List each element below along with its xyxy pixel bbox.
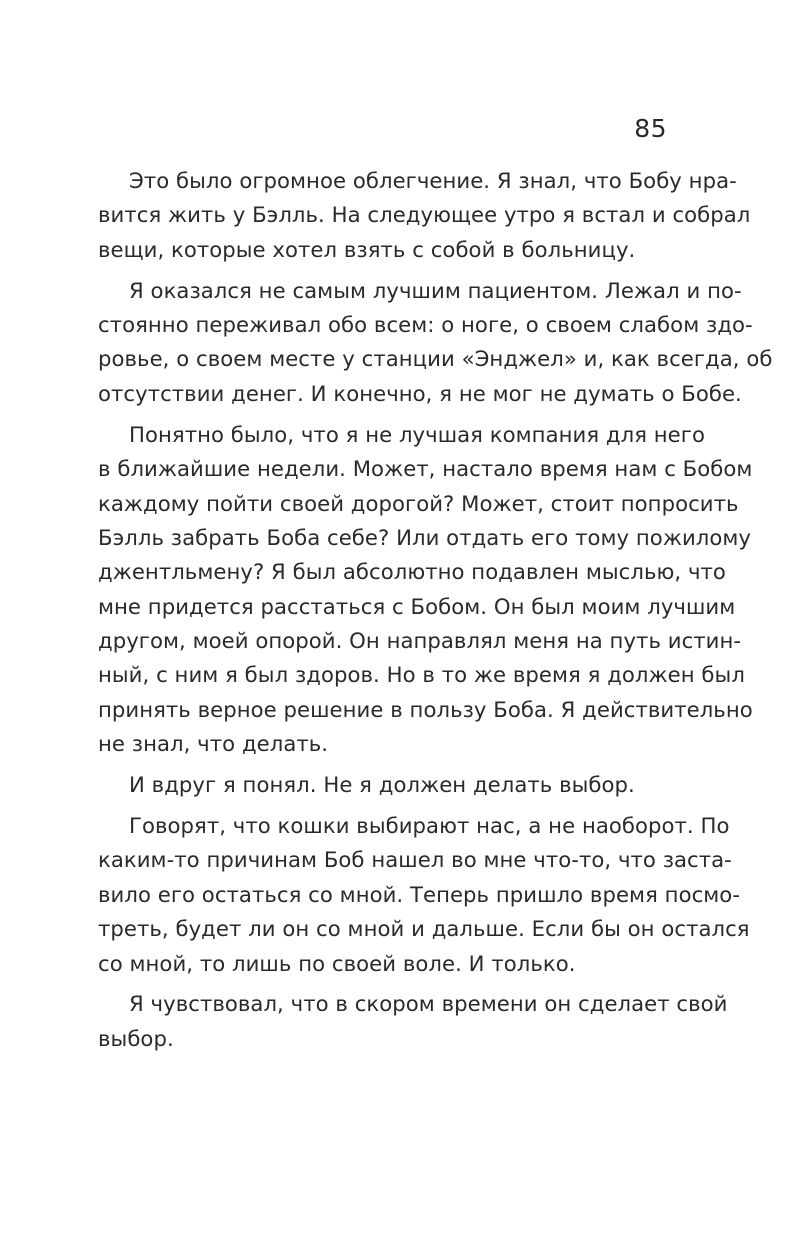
text-line: вило его остаться со мной. Теперь пришло время посмо- bbox=[98, 881, 741, 907]
text-line: вится жить у Бэлль. На следующее утро я встал и собрал bbox=[98, 202, 751, 228]
text-line: со мной, то лишь по своей воле. И только. bbox=[98, 950, 576, 976]
text-line: ровье, о своем месте у станции «Энджел» и, как всегда, об bbox=[98, 346, 773, 372]
text-line: Я чувствовал, что в скором времени он сделает свой bbox=[129, 991, 728, 1017]
text-line: мне придется расстаться с Бобом. Он был моим лучшим bbox=[98, 593, 736, 619]
paragraph-4 bbox=[98, 768, 670, 802]
paragraph-5 bbox=[98, 809, 750, 981]
text-line: стоянно переживал обо всем: о ноге, о своем слабом здо- bbox=[98, 312, 753, 338]
page-number: 85 bbox=[634, 114, 667, 143]
text-line: вещи, которые хотел взять с собой в больницу. bbox=[98, 236, 636, 262]
text-line: каждому пойти своей дорогой? Может, стоит попросить bbox=[98, 490, 739, 516]
text-line: не знал, что делать. bbox=[98, 731, 329, 757]
paragraph-3 bbox=[98, 418, 753, 762]
text-line: Понятно было, что я не лучшая компания для него bbox=[129, 421, 705, 447]
text-line: треть, будет ли он со мной и дальше. Если бы он остался bbox=[98, 916, 750, 942]
text-line: отсутствии денег. И конечно, я не мог не думать о Бобе. bbox=[98, 380, 742, 406]
paragraph-2 bbox=[98, 274, 773, 412]
text-line: Говорят, что кошки выбирают нас, а не наоборот. По bbox=[129, 813, 730, 839]
text-line: И вдруг я понял. Не я должен делать выбор. bbox=[129, 772, 635, 798]
text-line: выбор. bbox=[98, 1025, 174, 1051]
text-line: ный, с ним я был здоров. Но в то же время я должен был bbox=[98, 662, 745, 688]
body-text bbox=[98, 164, 773, 1063]
text-line: Я оказался не самым лучшим пациентом. Лежал и по- bbox=[129, 277, 742, 303]
text-line: Это было огромное облегчение. Я знал, что Бобу нра- bbox=[129, 168, 737, 193]
text-line: в ближайшие недели. Может, настало время нам с Бобом bbox=[98, 456, 753, 482]
text-line: принять верное решение в пользу Боба. Я действительно bbox=[98, 696, 753, 722]
text-line: другом, моей опорой. Он направлял меня на путь истин- bbox=[98, 628, 742, 654]
paragraph-1 bbox=[98, 164, 751, 267]
text-line: джентльмену? Я был абсолютно подавлен мыслью, что bbox=[98, 559, 726, 585]
paragraph-6 bbox=[98, 987, 728, 1056]
text-line: Бэлль забрать Боба себе? Или отдать его тому пожилому bbox=[98, 524, 752, 550]
text-line: каким-то причинам Боб нашел во мне что-то, что заста- bbox=[98, 847, 732, 873]
